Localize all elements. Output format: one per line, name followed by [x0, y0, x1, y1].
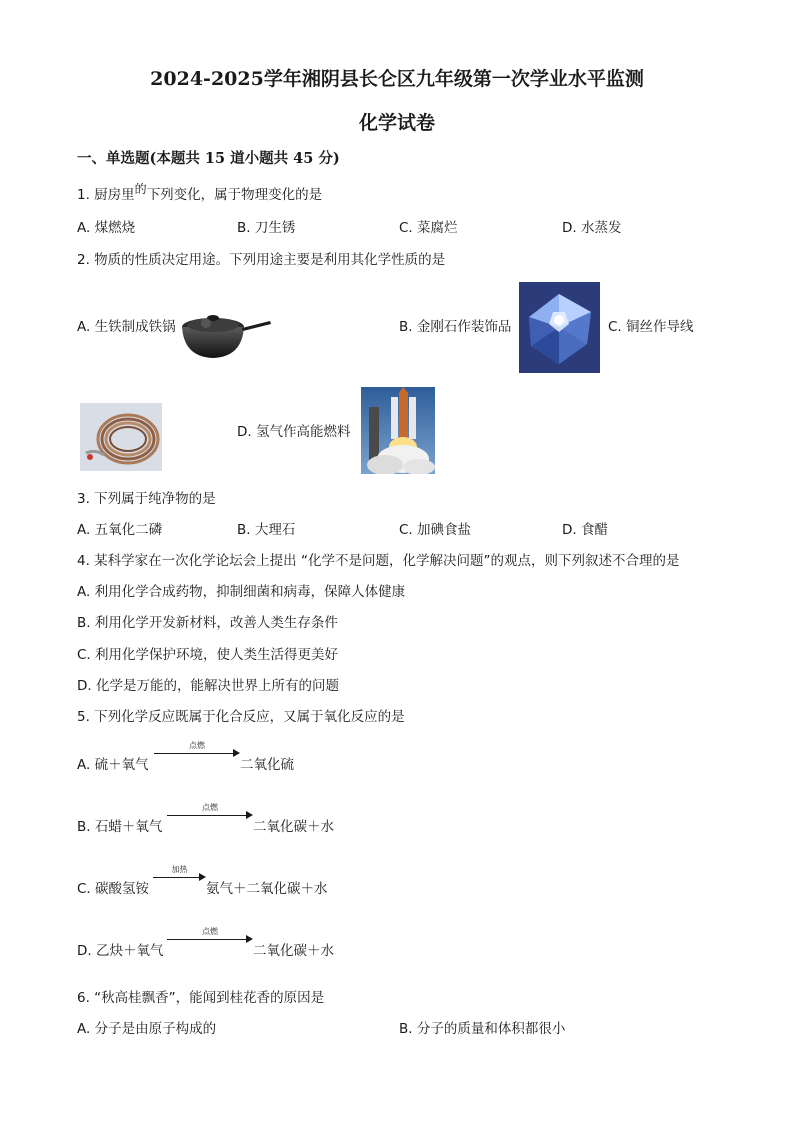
arrow-head-icon	[246, 935, 253, 943]
question-5-option-d-product: 二氧化碳＋水	[253, 943, 334, 959]
arrow-head-icon	[246, 811, 253, 819]
question-1-option-c: C. 菜腐烂	[399, 220, 458, 236]
diamond-image	[519, 282, 600, 373]
question-5-option-b-arrow	[167, 805, 253, 821]
arrow-head-icon	[233, 749, 240, 757]
question-6-option-a: A. 分子是由原子构成的	[77, 1021, 217, 1037]
question-5-option-d-arrow	[167, 929, 253, 945]
question-5-option-a-arrow	[154, 743, 240, 759]
question-5-option-b-product: 二氧化碳＋水	[253, 819, 334, 835]
question-4-option-a: A. 利用化学合成药物，抑制细菌和病毒，保障人体健康	[77, 584, 406, 600]
page-title: 2024-2025学年湘阴县长仑区九年级第一次学业水平监测	[150, 68, 644, 90]
question-5-option-a-reactants: A. 硫＋氧气	[77, 757, 149, 773]
question-6-stem: 6. “秋高桂飘香”，能闻到桂花香的原因是	[77, 990, 325, 1006]
wok-image	[180, 305, 275, 365]
space-shuttle-launch-image	[361, 387, 435, 474]
question-1-stem-part2: 下列变化，属于物理变化的是	[146, 187, 323, 203]
question-5-option-a-condition: 点燃	[189, 741, 205, 750]
question-4-option-d: D. 化学是万能的，能解决世界上所有的问题	[77, 678, 339, 694]
arrow-head-icon	[199, 873, 206, 881]
question-3-option-c: C. 加碘食盐	[399, 522, 472, 538]
question-1-stem-superscript: 的	[134, 182, 147, 196]
question-2-stem: 2. 物质的性质决定用途。下列用途主要是利用其化学性质的是	[77, 252, 446, 268]
question-3-option-b: B. 大理石	[237, 522, 296, 538]
question-4-stem: 4. 某科学家在一次化学论坛会上提出 “化学不是问题，化学解决问题”的观点，则下列叙述不合理的是	[77, 553, 680, 569]
section-heading: 一、单选题(本题共 15 道小题共 45 分)	[77, 150, 340, 167]
question-5-option-d-reactants: D. 乙炔＋氧气	[77, 943, 164, 959]
question-5-option-c-arrow	[153, 867, 206, 883]
question-5-stem: 5. 下列化学反应既属于化合反应，又属于氧化反应的是	[77, 709, 405, 725]
question-2-option-c: C. 铜丝作导线	[608, 319, 694, 335]
question-5-option-b-reactants: B. 石蜡＋氧气	[77, 819, 163, 835]
question-2-option-b: B. 金刚石作装饰品	[399, 319, 512, 335]
question-3-option-d: D. 食醋	[562, 522, 608, 538]
question-6-option-b: B. 分子的质量和体积都很小	[399, 1021, 566, 1037]
page-subtitle: 化学试卷	[358, 112, 435, 134]
question-2-option-a: A. 生铁制成铁锅	[77, 319, 176, 335]
question-1-stem	[77, 182, 323, 204]
copper-wire-image	[80, 403, 162, 471]
question-1-option-b: B. 刀生锈	[237, 220, 296, 236]
question-5-option-d-condition: 点燃	[202, 927, 218, 936]
question-2-option-d: D. 氢气作高能燃料	[237, 424, 351, 440]
question-5-option-a-product: 二氧化硫	[240, 757, 294, 773]
question-1-stem-part1: 1. 厨房里	[77, 187, 135, 203]
question-5-option-b-condition: 点燃	[202, 803, 218, 812]
question-3-option-a: A. 五氧化二磷	[77, 522, 163, 538]
question-1-option-a: A. 煤燃烧	[77, 220, 136, 236]
question-5-option-c-condition: 加热	[171, 865, 188, 874]
question-4-option-b: B. 利用化学开发新材料，改善人类生存条件	[77, 615, 338, 631]
question-3-stem: 3. 下列属于纯净物的是	[77, 491, 216, 507]
question-4-option-c: C. 利用化学保护环境，使人类生活得更美好	[77, 647, 339, 663]
question-1-option-d: D. 水蒸发	[562, 220, 622, 236]
question-5-option-c-reactants: C. 碳酸氢铵	[77, 881, 150, 897]
question-5-option-c-product: 氨气＋二氧化碳＋水	[206, 881, 328, 897]
